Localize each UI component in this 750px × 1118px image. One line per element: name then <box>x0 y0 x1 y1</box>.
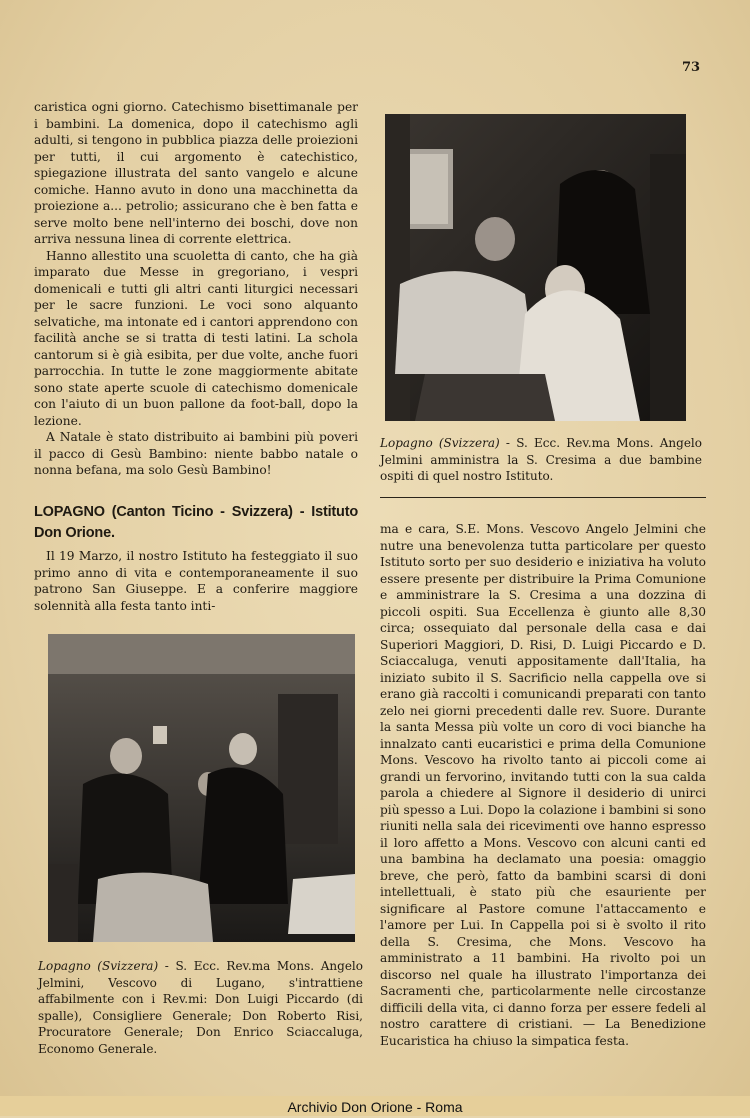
caption-top <box>380 435 702 485</box>
page-number: 73 <box>682 60 701 75</box>
caption-place: Lopagno (Svizzera) <box>380 436 500 450</box>
divider-rule <box>380 497 706 498</box>
caption-place: Lopagno (Svizzera) <box>38 959 159 973</box>
caption-text: - S. Ecc. Rev.ma Mons. Angelo Jelmini, Vescovo di Lugano, s'intrattiene affabilmente con i Rev.mi: Don Luigi Piccardo (di spalle), Consigliere Generale; Don Roberto Risi, Procuratore Generale; Don Enrico Sciaccaluga, Economo Generale. <box>38 959 363 1056</box>
photo-bishop-meeting <box>48 634 355 942</box>
photo-confirmation <box>385 114 686 421</box>
paragraph: A Natale è stato distribuito ai bambini più poveri il pacco di Gesù Bambino: niente babbo natale o nonna befana, ma solo Gesù Bambino! <box>34 430 358 477</box>
photo-bishop-meeting-image <box>48 634 355 942</box>
caption-bottom <box>38 958 363 1058</box>
paragraph: Hanno allestito una scuoletta di canto, che ha già imparato due Messe in gregoriano, i vespri domenicali e tutti gli altri canti liturgici necessari per le sacre funzioni. Le voci sono alquanto selvatiche, ma intonate ed i cantori apprendono con facilità anche se si tratta di testi latini. La schola cantorum si è già esibita, per due volte, anche fuori parrocchia. In tutte le zone maggiormente abitate sono state aperte scuole di catechismo domenicale con l'aiuto di un buon pallone da foot-ball, dopo la lezione. <box>34 248 358 428</box>
archive-footer: Archivio Don Orione - Roma <box>0 1096 750 1116</box>
photo-confirmation-image <box>385 114 686 421</box>
paragraph: ma e cara, S.E. Mons. Vescovo Angelo Jelmini che nutre una benevolenza tutta particolare per questo Istituto sorto per suo desiderio e iniziativa ha voluto essere presente per distribuire la Prima Comunione e amministrare la S. Cresima a una dozzina di piccoli ospiti. Sua Eccellenza è giunto alle 8,30 circa; ossequiato dal personale della casa e dai Superiori Maggiori, D. Risi, D. Luigi Piccardo e D. Sciaccaluga, venuti appositamente dall'Italia, ha iniziato subito il S. Sacrificio nella cappella ove si erano già raccolti i comunicandi preparati con tanto zelo nei giorni precedenti dalle rev. Suore. Durante la santa Messa più volte un coro di voci bianche ha innalzato canti eucaristici e prima della Comunione Mons. Vescovo ha rivolto tanto ai piccoli come ai grandi un fervorino, invitando tutti con la sua calda parola a chiedere al Signore il desiderio di unirci più spesso a Lui. Dopo la colazione i bambini si sono riuniti nella sala dei ricevimenti ove hanno espresso il loro affetto a Mons. Vescovo con alcuni canti ed una bambina ha declamato una poesia: omaggio breve, che però, fatto da bambini scarsi di doni intellettuali, è stato più che esauriente per significare al Pastore comune l'attaccamento e l'amore per Lui. In Cappella poi si è svolto il rito della S. Cresima, che Mons. Vescovo ha amministrato a 11 bambini. Ha rivolto poi un discorso nel quale ha illustrato l'importanza dei Sacramenti che, particolarmente nelle circostanze difficili della vita, ci danno forza per essere fedeli al nostro carattere di cristiani. — La Benedizione Eucaristica ha chiuso la simpatica festa. <box>380 522 706 1048</box>
caption-text: - S. Ecc. Rev.ma Mons. Angelo Jelmini amministra la S. Cresima a due bambine ospiti di quel nostro Istituto. <box>380 436 702 484</box>
paragraph: Il 19 Marzo, il nostro Istituto ha festeggiato il suo primo anno di vita e contemporaneamente il suo patrono San Giuseppe. E a conferire maggiore solennità alla festa tanto inti- <box>34 549 358 613</box>
section-heading: LOPAGNO (Canton Ticino - Svizzera) - Istituto Don Orione. <box>34 504 358 541</box>
paragraph: caristica ogni giorno. Catechismo bisettimanale per i bambini. La domenica, dopo il catechismo agli adulti, si tengono in pubblica piazza delle proiezioni per tutti, il cui argomento è catechistico, spiegazione illustrata del santo vangelo e alcune comiche. Hanno avuto in dono una macchinetta da proiezione a... petrolio; assicurano che è ben fatta e serve molto bene nell'interno dei boschi, dove non arriva nessuna linea di corrente elettrica. <box>34 100 358 246</box>
section-intro <box>34 548 358 614</box>
left-column-text <box>34 99 358 479</box>
right-column-text <box>380 521 706 1049</box>
